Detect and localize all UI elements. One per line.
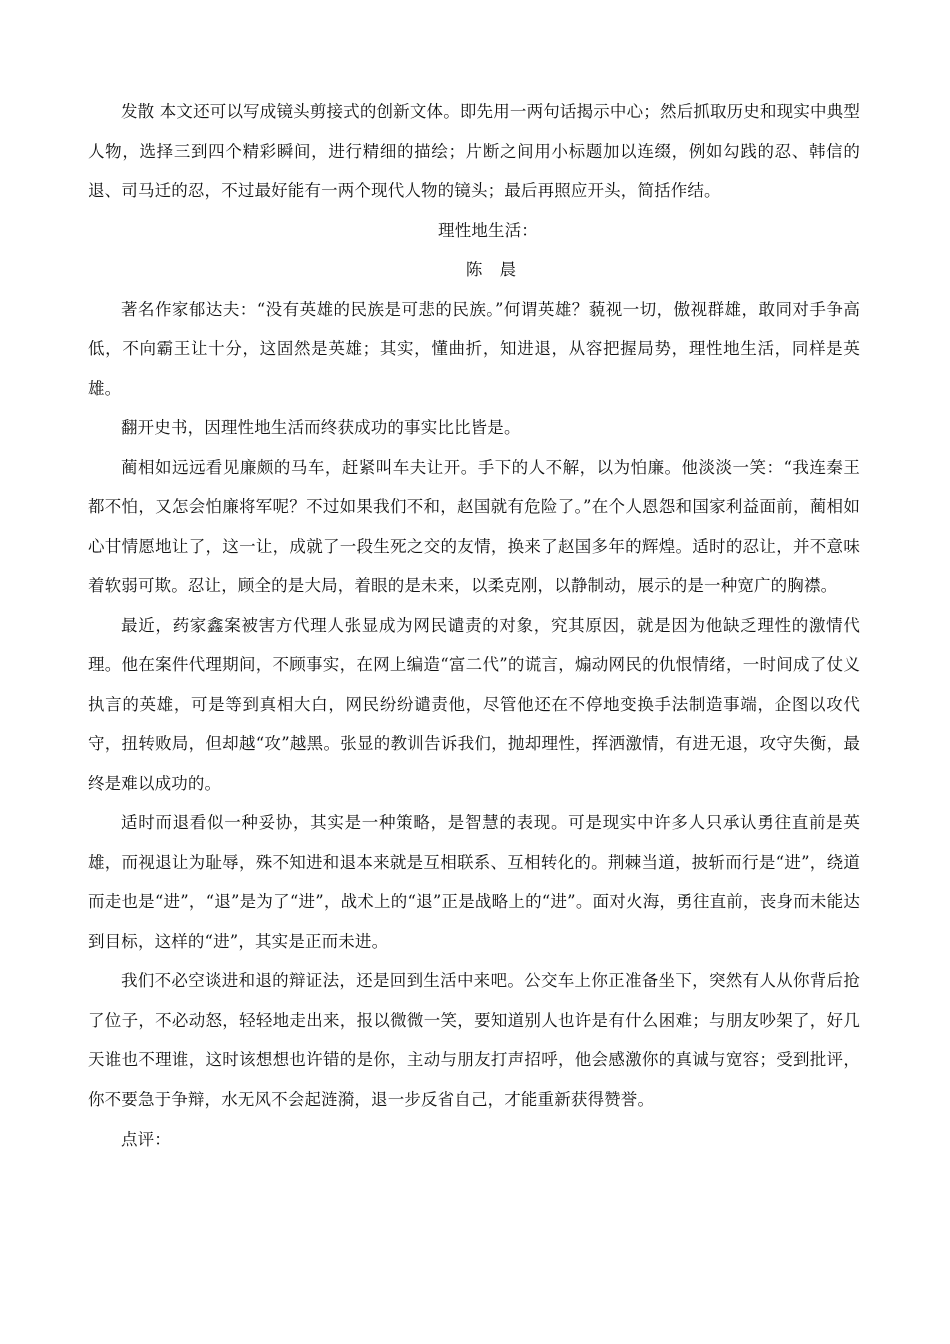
intro-paragraph: 发散 本文还可以写成镜头剪接式的创新文体。即先用一两句话揭示中心；然后抓取历史和现实中典型人物，选择三到四个精彩瞬间，进行精细的描绘；片断之间用小标题加以连缀，例如勾践的忍、韩信的退、司马迁的忍，不过最好能有一两个现代人物的镜头；最后再照应开头，简括作结。	[88, 102, 860, 200]
comment-label: 点评：	[121, 1130, 171, 1149]
essay-title: 理性地生活：	[438, 220, 538, 240]
essay-paragraph: 适时而退看似一种妥协，其实是一种策略，是智慧的表现。可是现实中许多人只承认勇往直前是英雄，而视退让为耻辱，殊不知进和退本来就是互相联系、互相转化的。荆棘当道，披斩而行是“进”，绕道而走也是“进”，“退”是为了“进”，战术上的“退”正是战略上的“进”。面对火海，勇往直前，丧身而未能达到目标，这样的“进”，其实是正而未进。	[88, 813, 860, 951]
essay-paragraph: 最近，药家鑫案被害方代理人张显成为网民谴责的对象，究其原因，就是因为他缺乏理性的激情代理。他在案件代理期间，不顾事实，在网上编造“富二代”的谎言，煽动网民的仇恨情绪，一时间成了仗义执言的英雄，可是等到真相大白，网民纷纷谴责他，尽管他还在不停地变换手法制造事端，企图以攻代守，扭转败局，但却越“攻”越黑。张显的教训告诉我们，抛却理性，挥洒激情，有进无退，攻守失衡，最终是难以成功的。	[88, 615, 860, 793]
essay-paragraph: 蔺相如远远看见廉颇的马车，赶紧叫车夫让开。手下的人不解，以为怕廉。他淡淡一笑：“我连秦王都不怕，又怎会怕廉将军呢？不过如果我们不和，赵国就有危险了。”在个人恩怨和国家利益面前，蔺相如心甘情愿地让了，这一让，成就了一段生死之交的友情，换来了赵国多年的辉煌。适时的忍让，并不意味着软弱可欺。忍让，顾全的是大局，着眼的是未来，以柔克刚，以静制动，展示的是一种宽广的胸襟。	[88, 457, 860, 595]
essay-paragraph: 翻开史书，因理性地生活而终获成功的事实比比皆是。	[121, 418, 521, 437]
essay-paragraph: 著名作家郁达夫：“没有英雄的民族是可悲的民族。”何谓英雄？藐视一切，傲视群雄，敢同对手争高低，不向霸王让十分，这固然是英雄；其实，懂曲折，知进退，从容把握局势，理性地生活，同样是英雄。	[88, 299, 860, 398]
essay-paragraph: 我们不必空谈进和退的辩证法，还是回到生活中来吧。公交车上你正准备坐下，突然有人从你背后抢了位子，不必动怒，轻轻地走出来，报以微微一笑，要知道别人也许是有什么困难；与朋友吵架了，好几天谁也不理谁，这时该想想也许错的是你，主动与朋友打声招呼，他会感激你的真诚与宽容；受到批评，你不要急于争辩，水无风不会起涟漪，退一步反省自己，才能重新获得赞誉。	[88, 971, 860, 1109]
essay-author: 陈 晨	[465, 260, 523, 279]
document-page	[88, 92, 860, 1160]
